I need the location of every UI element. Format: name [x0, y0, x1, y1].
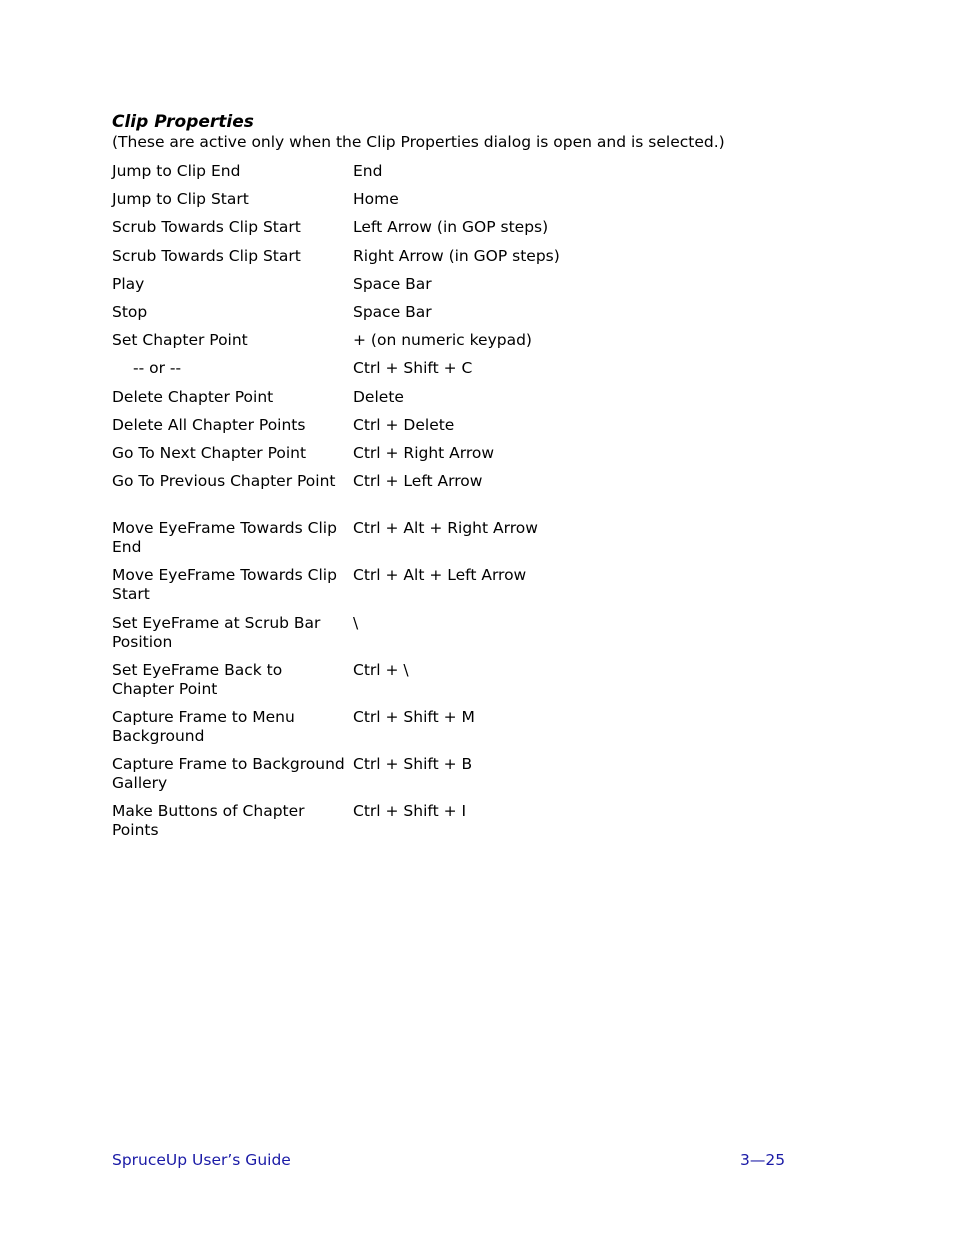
shortcut-command: Make Buttons of Chapter Points [112, 802, 305, 840]
shortcut-row [112, 802, 812, 849]
shortcut-row [112, 416, 812, 444]
shortcut-command: Move EyeFrame Towards Clip End [112, 519, 337, 557]
shortcut-key: Right Arrow (in GOP steps) [353, 246, 560, 265]
shortcut-key: Ctrl + \ [353, 660, 409, 679]
shortcut-key: End [353, 162, 383, 180]
shortcut-command: Jump to Clip Start [112, 190, 249, 209]
shortcut-key: Space Bar [353, 302, 432, 321]
shortcut-table [112, 162, 812, 850]
shortcut-key: Ctrl + Alt + Left Arrow [353, 566, 527, 585]
shortcut-command: Set EyeFrame at Scrub Bar Position [112, 613, 321, 651]
shortcut-row [112, 190, 812, 218]
shortcut-key: Ctrl + Right Arrow [353, 443, 495, 462]
shortcut-row [112, 661, 812, 708]
shortcut-row [112, 218, 812, 246]
shortcut-key: Ctrl + Shift + B [353, 755, 473, 774]
shortcut-row [112, 162, 812, 190]
shortcut-key: Space Bar [353, 274, 432, 293]
shortcut-row [112, 331, 812, 359]
shortcut-command: Capture Frame to Menu Background [112, 708, 295, 745]
shortcut-key: Ctrl + Delete [353, 415, 455, 434]
shortcut-command: Delete All Chapter Points [112, 415, 306, 434]
shortcut-command: Stop [112, 302, 148, 321]
shortcut-key: Home [353, 190, 399, 209]
shortcut-command: Scrub Towards Clip Start [112, 218, 301, 237]
shortcut-command: Go To Previous Chapter Point [112, 472, 336, 491]
section-title: Clip Properties [112, 112, 254, 132]
shortcut-key: Delete [353, 387, 404, 406]
shortcut-command: Move EyeFrame Towards Clip Start [112, 566, 337, 604]
shortcut-command: Play [112, 274, 145, 293]
shortcut-command: Delete Chapter Point [112, 387, 274, 406]
shortcut-key: Left Arrow (in GOP steps) [353, 218, 549, 237]
shortcut-row [112, 359, 812, 387]
shortcut-command: Jump to Clip End [112, 162, 241, 180]
shortcut-row [112, 444, 812, 472]
shortcut-key: Ctrl + Alt + Right Arrow [353, 519, 538, 538]
shortcut-row [112, 275, 812, 303]
section-intro: (These are active only when the Clip Properties dialog is open and is selected.) [112, 133, 725, 151]
shortcut-row [112, 472, 812, 519]
shortcut-command: Set EyeFrame Back to Chapter Point [112, 660, 283, 698]
shortcut-command-alternate: -- or -- [133, 359, 182, 378]
shortcut-row [112, 388, 812, 416]
shortcut-key: Ctrl + Shift + I [353, 802, 467, 821]
shortcut-row [112, 566, 812, 613]
footer-page-number: 3—25 [740, 1151, 786, 1169]
shortcut-row [112, 247, 812, 275]
shortcut-row [112, 614, 812, 661]
shortcut-command: Capture Frame to Background Gallery [112, 755, 345, 793]
shortcut-key: Ctrl + Left Arrow [353, 472, 483, 491]
shortcut-key: + (on numeric keypad) [353, 331, 532, 350]
footer-guide-title: SpruceUp User’s Guide [112, 1151, 291, 1169]
shortcut-command: Scrub Towards Clip Start [112, 246, 301, 265]
shortcut-command: Go To Next Chapter Point [112, 443, 307, 462]
shortcut-command: Set Chapter Point [112, 331, 248, 350]
shortcut-row [112, 303, 812, 331]
shortcut-row [112, 708, 812, 755]
shortcut-key: \ [353, 613, 359, 632]
shortcut-key: Ctrl + Shift + M [353, 708, 475, 726]
shortcut-row [112, 755, 812, 802]
shortcut-key: Ctrl + Shift + C [353, 359, 473, 378]
shortcut-row [112, 519, 812, 566]
